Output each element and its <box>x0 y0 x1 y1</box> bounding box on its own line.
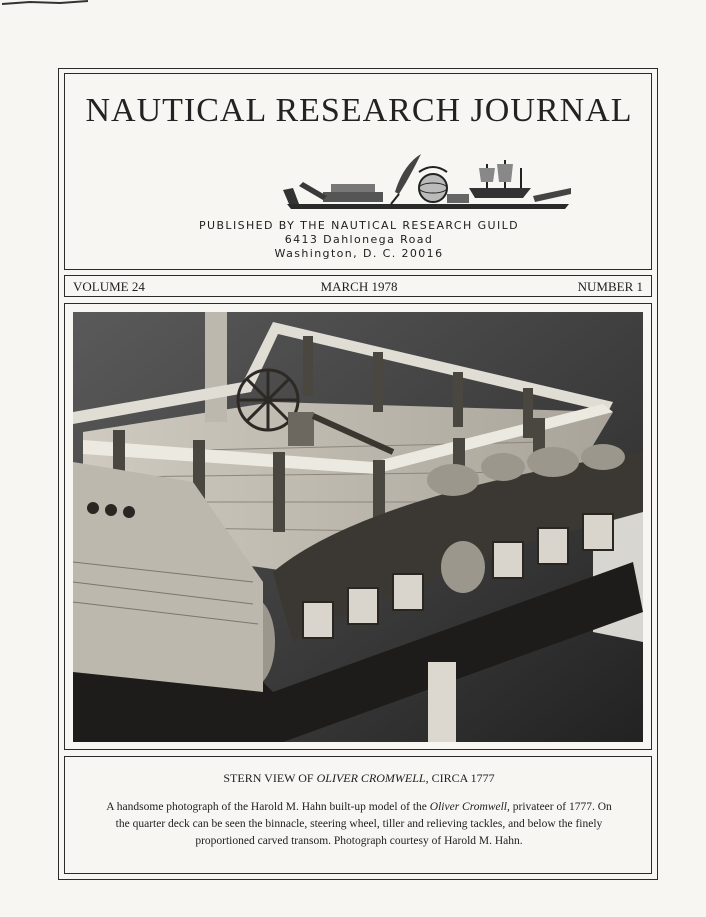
address-city: Washington, D. C. 20016 <box>274 247 444 260</box>
caption-title-suffix: , CIRCA 1777 <box>425 771 495 785</box>
caption-box <box>64 756 652 874</box>
publisher-line: PUBLISHED BY THE NAUTICAL RESEARCH GUILD <box>199 219 519 232</box>
caption-body-part1: A handsome photograph of the Harold M. Hahn built-up model of the <box>106 801 430 813</box>
caption-title-prefix: STERN VIEW OF <box>223 771 317 785</box>
issue-date: MARCH 1978 <box>320 279 398 294</box>
publisher-info <box>65 219 653 261</box>
caption-body <box>99 799 619 850</box>
journal-title: NAUTICAL RESEARCH JOURNAL <box>85 92 633 129</box>
caption-body-ship: Oliver Cromwell, <box>429 801 510 813</box>
ship-model-stern-photo-icon <box>73 312 643 742</box>
volume-label: VOLUME 24 <box>73 279 145 294</box>
scan-artifact-mark <box>0 0 90 6</box>
caption-title-ship: OLIVER CROMWELL <box>316 771 426 785</box>
issue-bar <box>64 275 652 297</box>
caption-body-part2: privateer of 1777. On the quarter deck can be seen the binnacle, steering wheel, tiller and relieving tackles, and below the finely proportioned carved transom. Photograph courtesy of Harold M. Hahn. <box>115 801 612 847</box>
cover-photo-frame <box>64 303 652 750</box>
issue-number: NUMBER 1 <box>577 279 643 294</box>
masthead <box>64 73 652 270</box>
caption-title <box>65 771 653 786</box>
address-street: 6413 Dahlonega Road <box>284 233 434 246</box>
nautical-instruments-emblem-icon <box>283 152 573 210</box>
